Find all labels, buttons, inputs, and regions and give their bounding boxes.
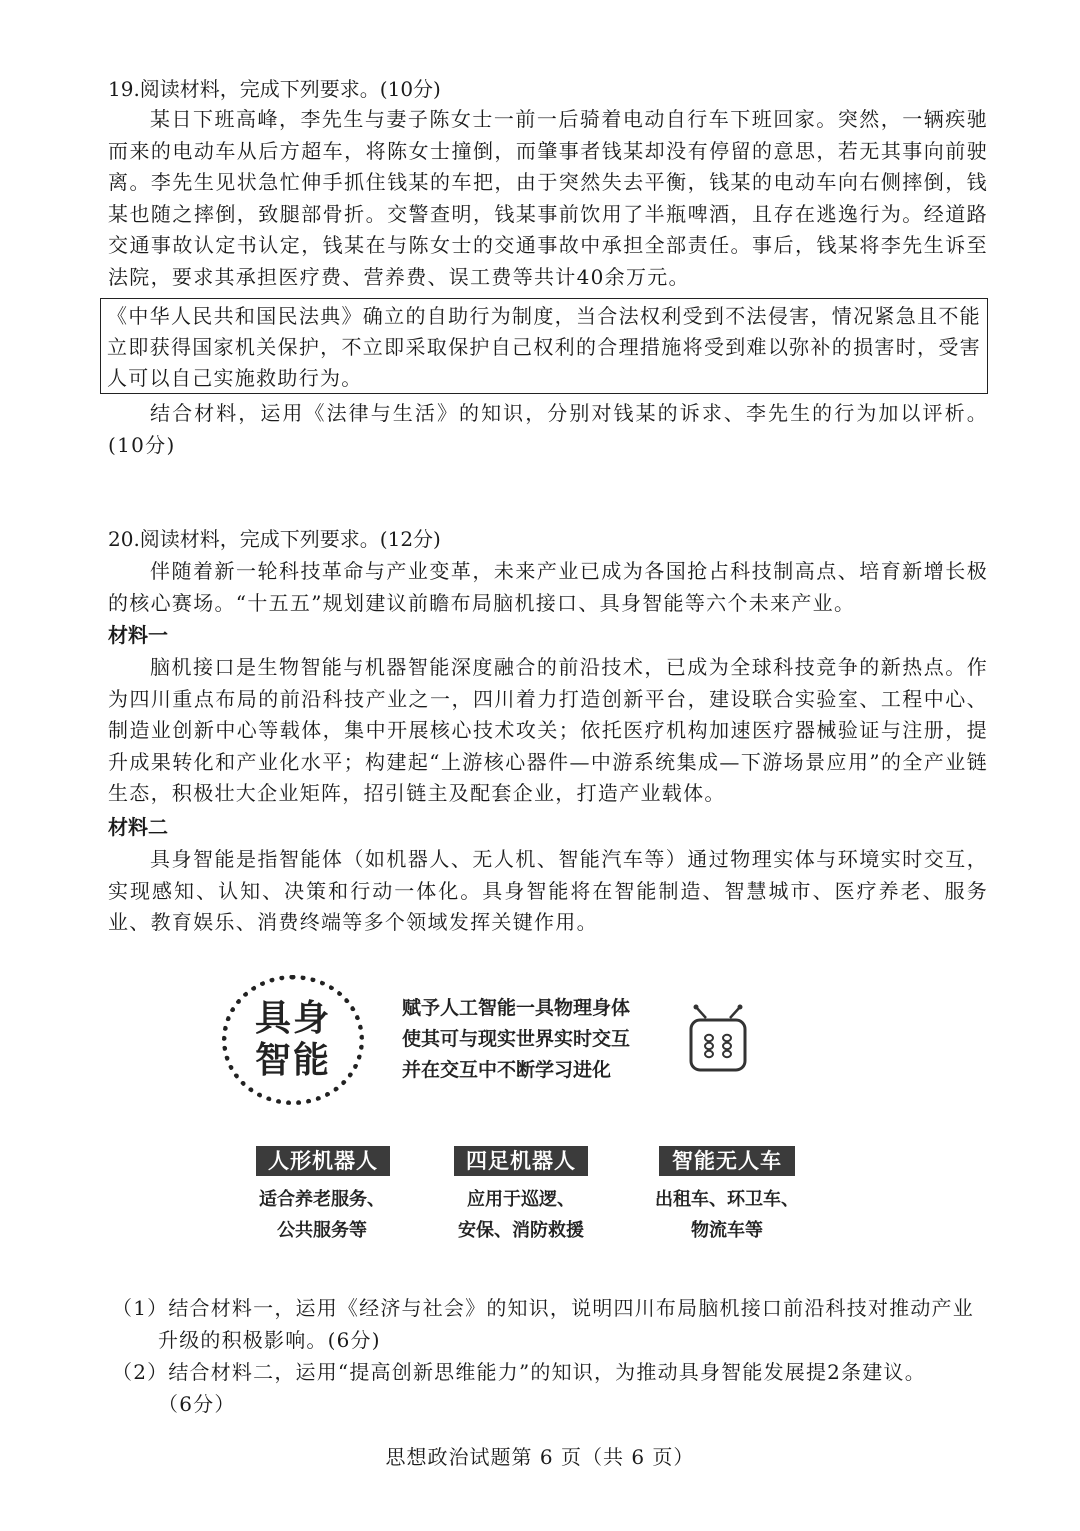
circle-line1: 具身 xyxy=(254,998,331,1039)
tag-autonomous-vehicle: 智能无人车 xyxy=(659,1146,795,1176)
desc-line: 安保、消防救援 xyxy=(458,1220,584,1241)
subquestion-text: 升级的积极影响。(6分) xyxy=(158,1327,381,1352)
desc-line: 并在交互中不断学习进化 xyxy=(402,1059,612,1081)
robot-tv-icon xyxy=(688,1004,748,1076)
desc-line: 适合养老服务、 xyxy=(259,1189,385,1210)
infographic-description xyxy=(402,993,630,1086)
desc-line: 出租车、环卫车、 xyxy=(655,1189,799,1210)
subquestion-text: （1）结合材料一，运用《经济与社会》的知识，说明四川布局脑机接口前沿科技对推动产业 xyxy=(112,1296,974,1320)
q20-intro: 伴随着新一轮科技革命与产业变革，未来产业已成为各国抢占科技制高点、培育新增长极的核心赛场。“十五五”规划建议前瞻布局脑机接口、具身智能等六个未来产业。 xyxy=(108,559,988,615)
q19-title: 19.阅读材料，完成下列要求。(10分) xyxy=(108,77,441,101)
autonomous-vehicle-desc xyxy=(627,1184,827,1246)
subquestion-text: （2）结合材料二，运用“提高创新思维能力”的知识，为推动具身智能发展提2条建议。 xyxy=(112,1360,926,1384)
subquestion-text: （6分） xyxy=(158,1391,236,1416)
tag-quadruped-robot: 四足机器人 xyxy=(454,1146,588,1176)
material2-label: 材料二 xyxy=(108,815,168,839)
circle-line2: 智能 xyxy=(254,1040,331,1081)
desc-line: 公共服务等 xyxy=(277,1220,367,1241)
material1-label: 材料一 xyxy=(108,623,168,647)
desc-line: 使其可与现实世界实时交互 xyxy=(402,1028,631,1050)
q20-title: 20.阅读材料，完成下列要求。(12分) xyxy=(108,527,441,551)
quadruped-robot-desc xyxy=(421,1184,621,1246)
desc-line: 物流车等 xyxy=(691,1220,763,1241)
embodied-ai-circle xyxy=(222,975,364,1105)
material2-text: 具身智能是指智能体（如机器人、无人机、智能汽车等）通过物理实体与环境实时交互，实现感知、认知、决策和行动一体化。具身智能将在智能制造、智慧城市、医疗养老、服务业、教育娱乐、消费终端等多个领域发挥关键作用。 xyxy=(108,847,988,934)
q19-material: 某日下班高峰，李先生与妻子陈女士一前一后骑着电动自行车下班回家。突然，一辆疾驰而来的电动车从后方超车，将陈女士撞倒，而肇事者钱某却没有停留的意思，若无其事向前驶离。李先生见状急忙伸手抓住钱某的车把，由于突然失去平衡，钱某的电动车向右侧摔倒，钱某也随之摔倒，致腿部骨折。交警查明，钱某事前饮用了半瓶啤酒，且存在逃逸行为。经道路交通事故认定书认定，钱某在与陈女士的交通事故中承担全部责任。事后，钱某将李先生诉至法院，要求其承担医疗费、营养费、误工费等共计40余万元。 xyxy=(108,107,988,289)
desc-line: 应用于巡逻、 xyxy=(467,1189,575,1210)
humanoid-robot-desc xyxy=(222,1184,422,1246)
q19-question: 结合材料，运用《法律与生活》的知识，分别对钱某的诉求、李先生的行为加以评析。(10分) xyxy=(108,401,988,457)
q20-subquestion-2 xyxy=(112,1357,992,1420)
desc-line: 赋予人工智能一具物理身体 xyxy=(402,997,631,1019)
page-footer: 思想政治试题第 6 页（共 6 页） xyxy=(385,1445,695,1469)
tag-humanoid-robot: 人形机器人 xyxy=(256,1146,390,1176)
material1-text: 脑机接口是生物智能与机器智能深度融合的前沿技术，已成为全球科技竞争的新热点。作为四川重点布局的前沿科技产业之一，四川着力打造创新平台，建设联合实验室、工程中心、制造业创新中心等载体，集中开展核心技术攻关；依托医疗机构加速医疗器械验证与注册，提升成果转化和产业化水平；构建起“上游核心器件—中游系统集成—下游场景应用”的全产业链生态，积极壮大企业矩阵，招引链主及配套企业，打造产业载体。 xyxy=(108,655,988,805)
q20-subquestion-1 xyxy=(112,1293,992,1356)
q19-law-box: 《中华人民共和国民法典》确立的自助行为制度，当合法权利受到不法侵害，情况紧急且不能立即获得国家机关保护，不立即采取保护自己权利的合理措施将受到难以弥补的损害时，受害人可以自己实施救助行为。 xyxy=(100,298,988,394)
